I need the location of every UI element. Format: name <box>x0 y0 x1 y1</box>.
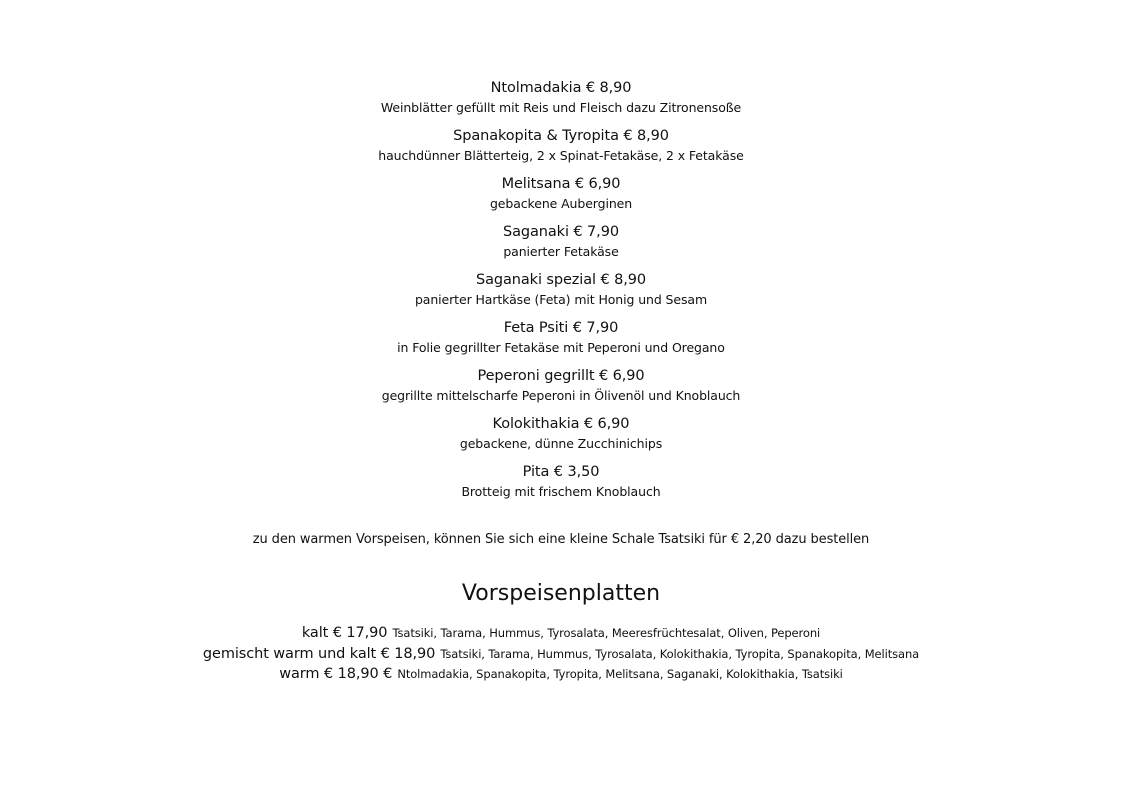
menu-item-title: Kolokithakia € 6,90 <box>492 416 630 432</box>
menu-item-description: panierter Fetakäse <box>503 244 619 259</box>
warm-starters-list <box>0 78 1122 510</box>
platter-items: Ntolmadakia, Spanakopita, Tyropita, Melitsana, Saganaki, Kolokithakia, Tsatsiki <box>397 667 843 681</box>
menu-item-saganaki <box>0 222 1122 270</box>
menu-item-title: Ntolmadakia € 8,90 <box>490 80 632 96</box>
menu-item-description: gebackene, dünne Zucchinichips <box>459 436 663 451</box>
menu-item-feta-psiti <box>0 318 1122 366</box>
menu-item-ntolmadakia <box>0 78 1122 126</box>
menu-item-peperoni-gegrillt <box>0 366 1122 414</box>
platter-name: kalt € 17,90 <box>301 625 388 641</box>
platter-items: Tsatsiki, Tarama, Hummus, Tyrosalata, Meeresfrüchtesalat, Oliven, Peperoni <box>392 626 821 640</box>
menu-item-kolokithakia <box>0 414 1122 462</box>
menu-item-title: Saganaki spezial € 8,90 <box>476 272 646 288</box>
menu-item-title: Peperoni gegrillt € 6,90 <box>477 368 645 384</box>
menu-item-spanakopita-tyropita <box>0 126 1122 174</box>
menu-item-title: Feta Psiti € 7,90 <box>503 320 619 336</box>
menu-item-saganaki-spezial <box>0 270 1122 318</box>
tsatsiki-note: zu den warmen Vorspeisen, können Sie sich eine kleine Schale Tsatsiki für € 2,20 dazu bestellen <box>252 532 870 547</box>
menu-item-title: Melitsana € 6,90 <box>501 176 621 192</box>
menu-item-title: Spanakopita & Tyropita € 8,90 <box>453 128 669 144</box>
menu-item-description: hauchdünner Blätterteig, 2 x Spinat-Fetakäse, 2 x Fetakäse <box>378 148 744 163</box>
platter-row-gemischt <box>0 643 1122 664</box>
menu-item-description: Weinblätter gefüllt mit Reis und Fleisch dazu Zitronensoße <box>380 100 742 115</box>
platter-row-kalt <box>0 622 1122 643</box>
menu-item-melitsana <box>0 174 1122 222</box>
menu-item-description: gebackene Auberginen <box>489 196 633 211</box>
menu-item-description: panierter Hartkäse (Feta) mit Honig und Sesam <box>414 292 708 307</box>
platter-row-warm <box>0 663 1122 684</box>
menu-item-pita <box>0 462 1122 510</box>
menu-item-title: Saganaki € 7,90 <box>503 224 619 240</box>
menu-item-title: Pita € 3,50 <box>522 464 600 480</box>
platter-name: warm € 18,90 € <box>279 666 393 682</box>
platter-name: gemischt warm und kalt € 18,90 <box>202 645 436 662</box>
menu-item-description: gegrillte mittelscharfe Peperoni in Ölivenöl und Knoblauch <box>381 388 741 403</box>
platter-items: Tsatsiki, Tarama, Hummus, Tyrosalata, Kolokithakia, Tyropita, Spanakopita, Melitsana <box>440 646 920 661</box>
platters-list <box>0 622 1122 684</box>
menu-item-description: in Folie gegrillter Fetakäse mit Peperoni und Oregano <box>397 340 725 355</box>
menu-item-description: Brotteig mit frischem Knoblauch <box>461 484 661 499</box>
platters-heading: Vorspeisenplatten <box>461 581 661 606</box>
